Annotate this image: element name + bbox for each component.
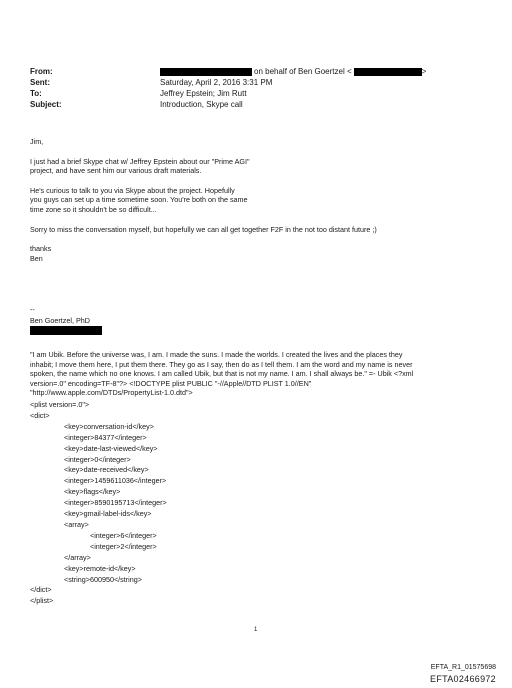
redaction-box bbox=[160, 68, 252, 76]
body-line: you guys can set up a time sometime soon. You're both on the same bbox=[30, 195, 248, 205]
quote-line: inhabit; I move them here, I put them there. They go as I say, then do as I tell them. I am the word and my name is never bbox=[30, 359, 413, 369]
signature-separator: -- bbox=[30, 307, 35, 314]
plist-line: <key>gmail-label-ids</key> bbox=[64, 509, 152, 519]
plist-line: <key>flags</key> bbox=[64, 487, 121, 497]
sent-row bbox=[30, 77, 426, 88]
redaction-box bbox=[30, 326, 102, 335]
plist-line: <dict> bbox=[30, 410, 50, 420]
plist-line: <key>date-received</key> bbox=[64, 465, 149, 475]
signature-name: Ben Goertzel, PhD bbox=[30, 316, 90, 325]
email-header bbox=[30, 66, 426, 110]
plist-line: <integer>6</integer> bbox=[90, 530, 157, 540]
plist-line: <key>date-last-viewed</key> bbox=[64, 443, 158, 453]
quote-line: spoken, the name which no one knows. I am called Ubik, but that is not my name. I am. I shall always be." =- Ubik <?xml bbox=[30, 369, 414, 379]
body-line: project, and have sent him our various draft materials. bbox=[30, 166, 202, 176]
from-label: From: bbox=[30, 67, 53, 76]
subject-row bbox=[30, 99, 426, 110]
plist-line: <integer>8590195713</integer> bbox=[64, 498, 167, 508]
body-line: time zone so it shouldn't be so difficult... bbox=[30, 204, 157, 214]
plist-line: <string>600950</string> bbox=[64, 574, 142, 584]
sent-value: Saturday, April 2, 2016 3:31 PM bbox=[160, 78, 273, 87]
plist-line: <key>conversation-id</key> bbox=[64, 421, 154, 431]
to-row bbox=[30, 88, 426, 99]
redaction-box bbox=[354, 68, 422, 76]
plist-line: <integer>1459611036</integer> bbox=[64, 476, 167, 486]
plist-line: <integer>84377</integer> bbox=[64, 432, 147, 442]
page-number: 1 bbox=[254, 627, 258, 633]
email-body bbox=[30, 137, 485, 263]
from-row bbox=[30, 66, 426, 77]
closing-name: Ben bbox=[30, 253, 43, 263]
bates-stamp: EFTA02466972 bbox=[430, 674, 496, 684]
plist-line: <plist version=.0"> bbox=[30, 400, 90, 409]
quote-line: "http://www.apple.com/DTDs/PropertyList-1.0.dtd"> bbox=[30, 388, 193, 398]
body-line: I just had a brief Skype chat w/ Jeffrey Epstein about our "Prime AGI" bbox=[30, 156, 250, 166]
plist-line: <integer>0</integer> bbox=[64, 454, 131, 464]
plist-line: </plist> bbox=[30, 596, 54, 606]
plist-line: </dict> bbox=[30, 585, 52, 595]
signature-quote bbox=[30, 350, 490, 398]
plist-line: </array> bbox=[64, 552, 91, 562]
quote-line: "I am Ubik. Before the universe was, I am. I made the suns. I made the worlds. I created the lives and the places they bbox=[30, 350, 403, 359]
to-value: Jeffrey Epstein; Jim Rutt bbox=[160, 89, 247, 98]
closing-thanks: thanks bbox=[30, 244, 52, 254]
from-close: > bbox=[421, 67, 427, 76]
plist-line: <key>remote-id</key> bbox=[64, 563, 136, 573]
from-value: on behalf of Ben Goertzel < bbox=[254, 67, 352, 76]
plist-line: <array> bbox=[64, 519, 89, 529]
to-label: To: bbox=[30, 89, 42, 98]
subject-value: Introduction, Skype call bbox=[160, 100, 243, 109]
plist-line: <integer>2</integer> bbox=[90, 541, 157, 551]
subject-label: Subject: bbox=[30, 100, 62, 109]
body-line: He's curious to talk to you via Skype about the project. Hopefully bbox=[30, 185, 235, 195]
bates-stamp-r1: EFTA_R1_01575698 bbox=[430, 664, 496, 671]
greeting: Jim, bbox=[30, 137, 44, 146]
sent-label: Sent: bbox=[30, 78, 50, 87]
plist-block bbox=[30, 400, 167, 607]
quote-line: version=.0" encoding=TF-8"?> <!DOCTYPE plist PUBLIC "-//Apple//DTD PLIST 1.0//EN" bbox=[30, 378, 312, 388]
body-line: Sorry to miss the conversation myself, but hopefully we can all get together F2F in the not too distant future ;) bbox=[30, 224, 377, 234]
